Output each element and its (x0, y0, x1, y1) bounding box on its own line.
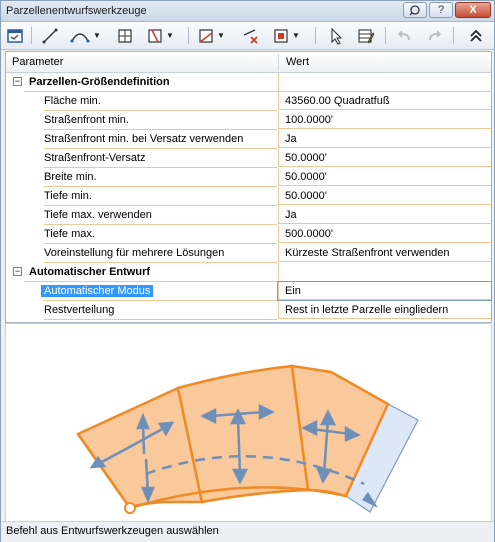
status-bar (1, 521, 494, 542)
line-tool-button[interactable] (41, 26, 59, 45)
line-icon (41, 27, 59, 45)
toolbar-separator (385, 27, 386, 44)
column-header-value[interactable]: Wert (286, 56, 310, 68)
parcel-union-button[interactable] (272, 26, 300, 45)
undo-button[interactable] (396, 26, 414, 45)
toolbar (1, 22, 494, 50)
chevron-down-icon[interactable]: ▼ (93, 31, 101, 40)
property-value[interactable]: Ja (278, 130, 491, 148)
subentity-editor-button[interactable] (357, 26, 375, 45)
selected-property-name: Automatischer Modus (41, 285, 153, 297)
curve-tool-button[interactable] (69, 26, 101, 45)
pick-subentity-button[interactable] (327, 26, 345, 45)
preview-diagram-area (5, 323, 492, 523)
parcel-layout-illustration (6, 324, 491, 522)
property-name: Breite min. (44, 168, 277, 187)
property-row[interactable] (6, 149, 491, 168)
property-row[interactable] (6, 130, 491, 149)
property-name: Restverteilung (44, 301, 277, 320)
parcel-sizing-button[interactable] (6, 26, 24, 45)
redo-icon (425, 27, 443, 45)
property-name: Tiefe max. (44, 225, 277, 244)
category-parcel-size-definition (6, 73, 491, 92)
window-title: Parzellenentwurfswerkzeuge (6, 5, 147, 17)
property-value-dropdown[interactable]: Ein (278, 282, 491, 300)
column-divider[interactable] (278, 54, 279, 70)
redo-button[interactable] (425, 26, 443, 45)
parcel-2 (178, 366, 308, 502)
delete-segment-button[interactable] (242, 26, 260, 45)
property-value[interactable]: Rest in letzte Parzelle eingliedern (278, 301, 491, 319)
slide-line-icon (146, 27, 164, 45)
chevron-down-icon[interactable]: ▼ (292, 31, 300, 40)
property-name: Straßenfront-Versatz (44, 149, 277, 168)
property-row[interactable] (6, 244, 491, 263)
toolbar-separator (453, 27, 454, 44)
collapse-panel-button[interactable] (467, 26, 485, 45)
window-layout-icon (6, 27, 24, 45)
swing-line-icon (197, 27, 215, 45)
property-row-selected[interactable] (6, 282, 491, 301)
property-value[interactable]: 50.0000' (278, 149, 491, 167)
toolbar-separator (188, 27, 189, 44)
parcel-draw-icon (116, 27, 134, 45)
property-name: Voreinstellung für mehrere Lösungen (44, 244, 277, 263)
swing-line-button[interactable] (197, 26, 225, 45)
slide-line-button[interactable] (146, 26, 174, 45)
category-label: Parzellen-Größendefinition (29, 76, 170, 88)
undo-icon (396, 27, 414, 45)
delete-segment-icon (242, 27, 260, 45)
property-name: Tiefe max. verwenden (44, 206, 277, 225)
category-value-cell (278, 73, 492, 92)
property-row[interactable] (6, 225, 491, 244)
parcel-union-icon (272, 27, 290, 45)
property-row[interactable] (6, 92, 491, 111)
chevron-down-icon[interactable]: ▼ (217, 31, 225, 40)
double-chevron-up-icon (467, 27, 485, 45)
grid-header (6, 52, 491, 73)
cursor-icon (327, 27, 345, 45)
toolbar-separator (31, 27, 32, 44)
property-name: Straßenfront min. (44, 111, 277, 130)
property-name: Fläche min. (44, 92, 277, 111)
property-row[interactable] (6, 301, 491, 320)
collapse-icon[interactable]: − (14, 76, 21, 86)
pin-icon (408, 4, 422, 16)
category-automatic-layout (6, 263, 491, 282)
parameter-grid (5, 51, 492, 323)
close-button[interactable] (455, 2, 491, 18)
property-name (44, 282, 277, 301)
collapse-icon[interactable]: − (14, 266, 21, 276)
property-value[interactable]: 43560.00 Quadratfuß (278, 92, 491, 110)
chevron-down-icon[interactable]: ▼ (166, 31, 174, 40)
property-name: Tiefe min. (44, 187, 277, 206)
help-icon: ? (437, 4, 445, 16)
property-value[interactable]: 100.0000' (278, 111, 491, 129)
property-value[interactable]: Kürzeste Straßenfront verwenden (278, 244, 491, 262)
title-bar (1, 1, 494, 22)
property-name: Straßenfront min. bei Versatz verwenden (44, 130, 277, 149)
unpin-button[interactable] (403, 2, 427, 18)
start-point-marker (125, 503, 135, 513)
property-row[interactable] (6, 111, 491, 130)
status-text: Befehl aus Entwurfswerkzeugen auswählen (6, 525, 219, 537)
help-button[interactable] (429, 2, 453, 18)
title-buttons (403, 2, 491, 18)
property-value[interactable]: Ja (278, 206, 491, 224)
edit-table-icon (357, 27, 375, 45)
toolbar-separator (315, 27, 316, 44)
property-row[interactable] (6, 187, 491, 206)
draw-parcel-button[interactable] (116, 26, 134, 45)
column-header-parameter[interactable]: Parameter (12, 56, 64, 68)
category-value-cell (278, 263, 492, 282)
category-label: Automatischer Entwurf (29, 266, 151, 278)
property-value[interactable]: 500.0000' (278, 225, 491, 243)
close-icon: X (469, 4, 477, 16)
curve-icon (69, 27, 91, 45)
property-row[interactable] (6, 168, 491, 187)
property-value[interactable]: 50.0000' (278, 187, 491, 205)
property-value[interactable]: 50.0000' (278, 168, 491, 186)
property-row[interactable] (6, 206, 491, 225)
